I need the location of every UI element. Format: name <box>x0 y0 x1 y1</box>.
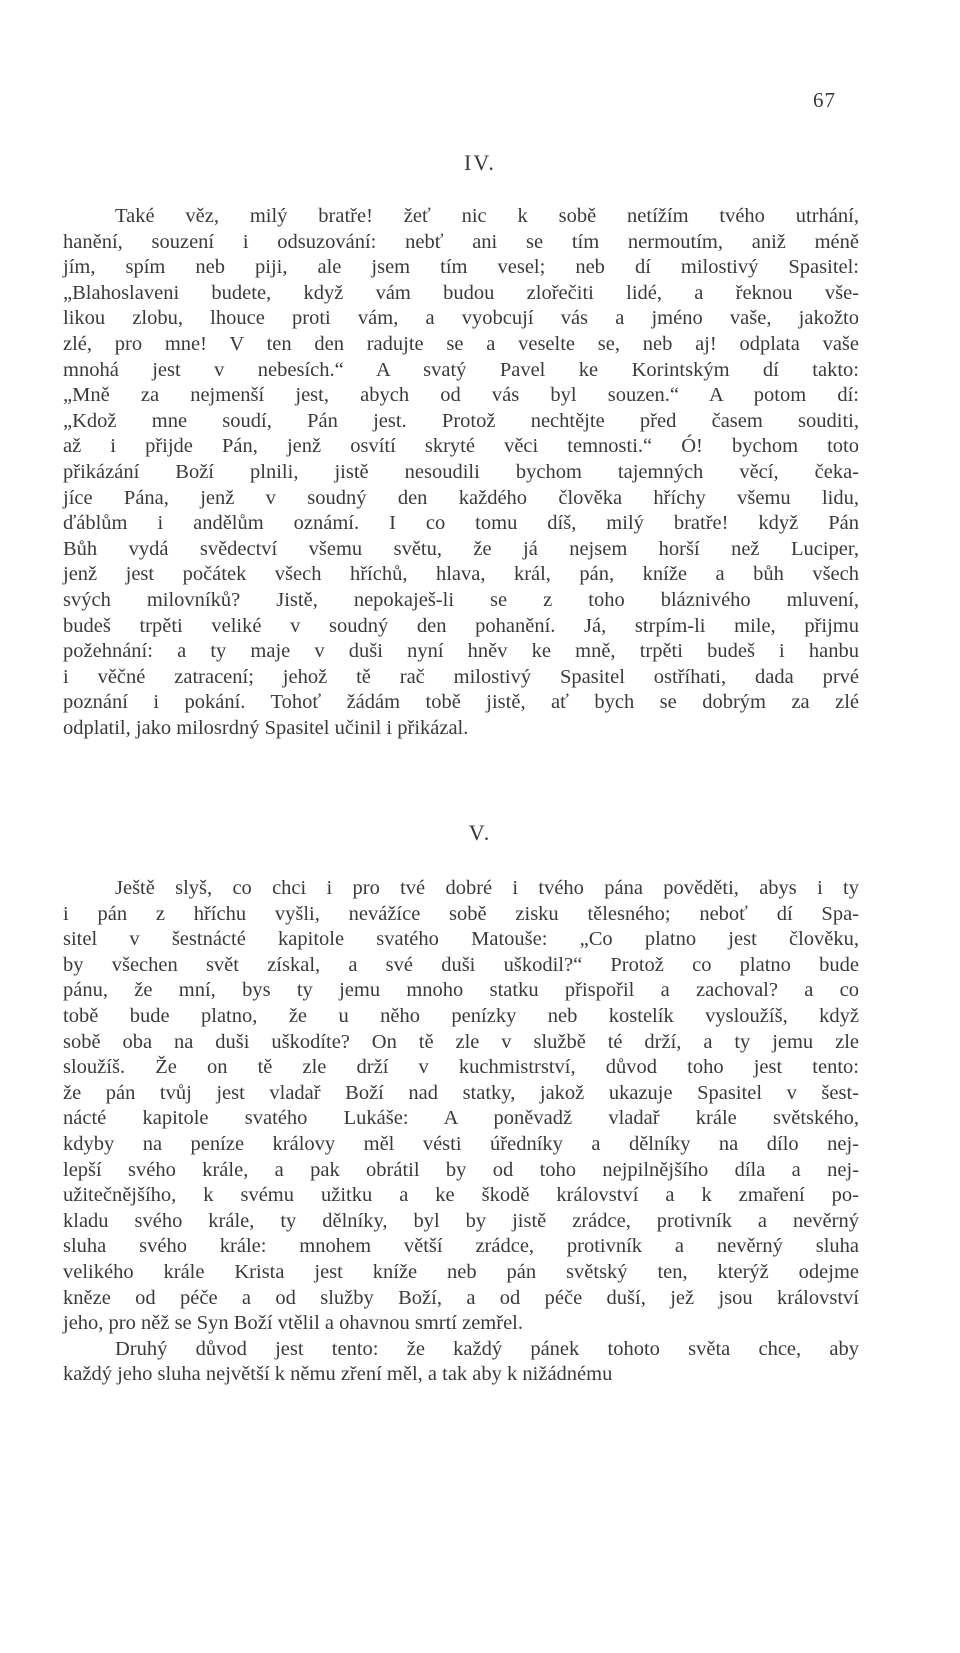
section-body-v <box>63 876 859 1388</box>
text-line: Ještě slyš, co chci i pro tvé dobré i tvého pána pověděti, abys i ty <box>115 877 859 899</box>
text-line: hanění, souzení i odsuzování: nebť ani se tím nermoutím, aniž méně <box>63 230 859 253</box>
page-number: 67 <box>813 88 836 112</box>
text-line: budeš trpěti veliké v soudný den pohanění. Já, strpím-li mile, přijmu <box>63 614 859 637</box>
text-line: kněze od péče a od služby Boží, a od péče duší, jež jsou království <box>63 1286 859 1309</box>
text-line: jenž jest počátek všech hříchů, hlava, král, pán, kníže a bůh všech <box>63 563 859 586</box>
text-line: tobě bude platno, že u něho penízky neb kostelík vysloužíš, když <box>63 1004 859 1027</box>
text-line: sloužíš. Že on tě zle drží v kuchmistrství, důvod toho jest tento: <box>63 1056 859 1079</box>
text-line: sitel v šestnácté kapitole svatého Matouše: „Co platno jest člověku, <box>63 928 859 951</box>
text-line: by všechen svět získal, a své duši uškodil?“ Protož co platno bude <box>63 953 859 976</box>
paragraph <box>63 204 859 741</box>
text-line: jíce Pána, jenž v soudný den každého člověka hříchy všemu lidu, <box>63 486 859 509</box>
text-line: Bůh vydá svědectví všemu světu, že já nejsem horší než Luciper, <box>63 537 859 560</box>
text-line: likou zlobu, lhouce proti vám, a vyobcují vás a jméno vaše, jakožto <box>63 307 859 330</box>
text-line: užitečnějšího, k svému užitku a ke škodě království a k zmaření po- <box>63 1184 859 1207</box>
text-line: pánu, že mní, bys ty jemu mnoho statku přispořil a zachoval? a co <box>63 979 859 1002</box>
text-line: lepší svého krále, a pak obrátil by od toho nejpilnějšího díla a nej- <box>63 1158 859 1181</box>
text-line: svých milovníků? Jistě, nepokaješ-li se z toho bláznivého mluvení, <box>63 588 859 611</box>
text-line: „Mně za nejmenší jest, abych od vás byl souzen.“ A potom dí: <box>63 384 859 407</box>
text-line: i pán z hříchu vyšli, nevážíce sobě zisku tělesného; neboť dí Spa- <box>63 902 859 925</box>
text-line: požehnání: a ty maje v duši nyní hněv ke mně, trpěti budeš i hanbu <box>63 640 859 663</box>
text-line: sobě oba na duši uškodíte? On tě zle v službě té drží, a ty jemu zle <box>63 1030 859 1053</box>
section-heading-v: V. <box>468 820 492 845</box>
text-line: Druhý důvod jest tento: že každý pánek tohoto světa chce, aby <box>115 1337 859 1360</box>
text-line: odplatil, jako milosrdný Spasitel učinil i přikázal. <box>63 716 469 739</box>
text-line: poznání i pokání. Tohoť žádám tobě jistě, ať bych se dobrým za zlé <box>63 691 859 714</box>
text-line: mnohá jest v nebesích.“ A svatý Pavel ke Korintským dí takto: <box>63 358 859 381</box>
text-line: i věčné zatracení; jehož tě rač milostivý Spasitel ostříhati, dada prvé <box>63 665 859 688</box>
text-line: „Blahoslaveni budete, když vám budou zlořečiti lidé, a řeknou vše- <box>63 281 859 304</box>
text-line: kladu svého krále, ty dělníky, byl by jistě zrádce, protivník a nevěrný <box>63 1209 859 1232</box>
text-line: nácté kapitole svatého Lukáše: A poněvadž vladař krále světského, <box>63 1107 859 1130</box>
text-line: ďáblům i andělům oznámí. I co tomu díš, milý bratře! když Pán <box>63 512 859 535</box>
text-line: sluha svého krále: mnohem větší zrádce, protivník a nevěrný sluha <box>63 1235 859 1258</box>
section-heading-iv: IV. <box>464 150 496 175</box>
section-body-iv <box>63 204 859 741</box>
text-line: „Kdož mne soudí, Pán jest. Protož nechtějte před časem souditi, <box>63 409 859 432</box>
text-line: kdyby na peníze královy měl vésti úředníky a dělníky na dílo nej- <box>63 1132 859 1155</box>
text-line: Také věz, milý bratře! žeť nic k sobě netížím tvého utrhání, <box>115 205 859 227</box>
paragraph <box>63 1337 859 1388</box>
text-line: až i přijde Pán, jenž osvítí skryté věci temnosti.“ Ó! bychom toto <box>63 435 859 458</box>
text-line: každý jeho sluha největší k němu zření měl, a tak aby k nižádnému <box>63 1363 613 1386</box>
text-line: jeho, pro něž se Syn Boží vtělil a ohavnou smrtí zemřel. <box>63 1312 523 1335</box>
text-line: přikázání Boží plnili, jistě nesoudili bychom tajemných věcí, čeka- <box>63 460 859 483</box>
text-line: zlé, pro mne! V ten den radujte se a veselte se, neb aj! odplata vaše <box>63 332 859 355</box>
text-line: že pán tvůj jest vladař Boží nad statky, jakož ukazuje Spasitel v šest- <box>63 1081 859 1104</box>
text-line: velikého krále Krista jest kníže neb pán světský ten, kterýž odejme <box>63 1260 859 1283</box>
paragraph <box>63 876 859 1337</box>
text-line: jím, spím neb piji, ale jsem tím vesel; neb dí milostivý Spasitel: <box>63 256 859 279</box>
